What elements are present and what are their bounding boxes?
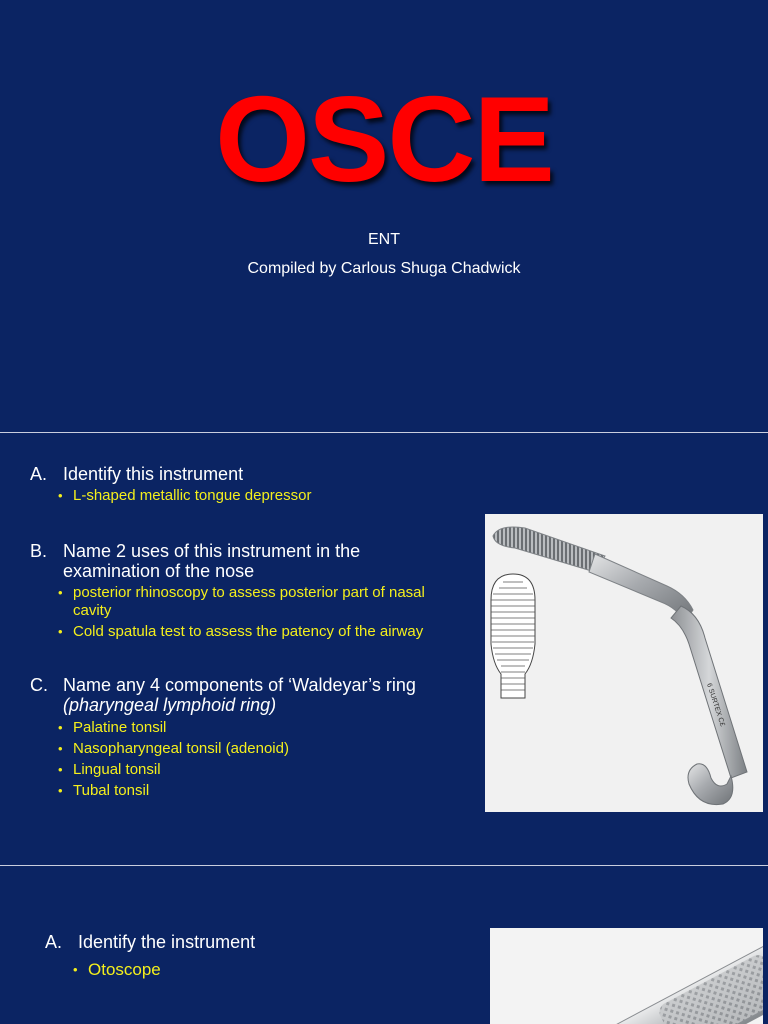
slide-subject: ENT	[368, 231, 400, 248]
question-a	[30, 464, 480, 484]
question-slide-1	[0, 433, 768, 865]
question-letter: A.	[45, 932, 63, 952]
instrument-engraving: 6 SURTEX C£	[705, 682, 726, 728]
answer-item: • Palatine tonsil	[58, 719, 458, 737]
answer-item: • Nasopharyngeal tonsil (adenoid)	[58, 740, 458, 758]
slide-title: OSCE	[215, 71, 553, 207]
tongue-depressor-icon	[485, 514, 763, 812]
question-c	[30, 675, 480, 715]
otoscope-icon	[490, 928, 763, 1024]
question-subtext: (pharyngeal lymphoid ring)	[63, 695, 277, 715]
answer-item: • posterior rhinoscopy to assess posterior part of nasal cavity	[58, 584, 443, 620]
question-text: Name 2 uses of this instrument in the examination of the nose	[63, 541, 361, 581]
answer-list-b	[58, 584, 478, 644]
otoscope-image	[490, 928, 763, 1024]
question-letter: A.	[30, 464, 48, 484]
question-text: Name any 4 components of ‘Waldeyar’s ring	[63, 675, 416, 695]
answer-list-a	[58, 487, 458, 508]
question-letter: B.	[30, 541, 48, 561]
question-letter: C.	[30, 675, 48, 695]
slide-author: Compiled by Carlous Shuga Chadwick	[247, 260, 521, 277]
question-slide-2	[0, 866, 768, 1024]
answer-item: • Otoscope	[73, 960, 373, 980]
question-b	[30, 541, 480, 581]
question-text: Identify the instrument	[78, 932, 256, 952]
answer-list-a	[73, 960, 373, 983]
question-a	[45, 932, 465, 952]
title-slide	[0, 0, 768, 432]
answer-item: • L-shaped metallic tongue depressor	[58, 487, 458, 505]
answer-list-c	[58, 719, 458, 803]
tongue-depressor-image	[485, 514, 763, 812]
question-text: Identify this instrument	[63, 464, 244, 484]
answer-item: • Lingual tonsil	[58, 761, 458, 779]
answer-item: • Tubal tonsil	[58, 782, 458, 800]
answer-item: • Cold spatula test to assess the patency of the airway	[58, 623, 478, 641]
